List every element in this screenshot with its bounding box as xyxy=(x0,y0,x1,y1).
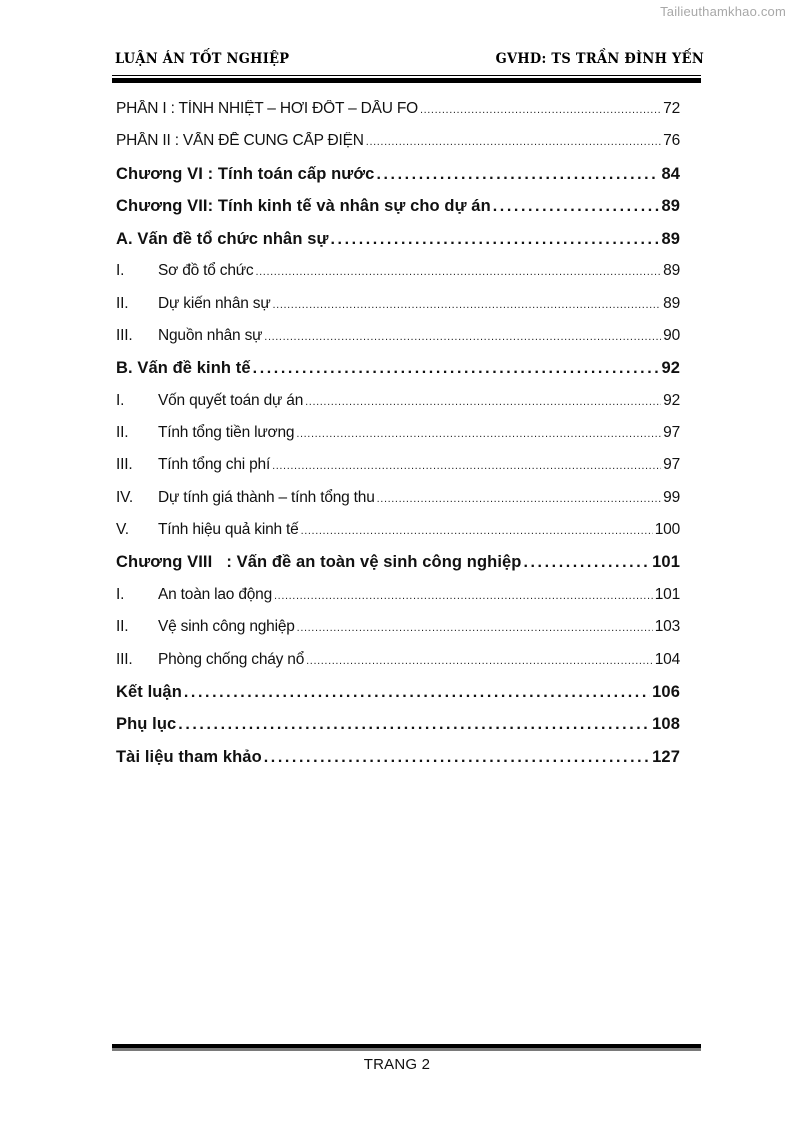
toc-entry-number: IV. xyxy=(116,488,133,506)
header-rule xyxy=(112,75,701,83)
toc-entry-label: Tài liệu tham khảo xyxy=(116,748,262,767)
watermark: Tailieuthamkhao.com xyxy=(660,4,786,19)
toc-entry-page: 89 xyxy=(663,294,680,312)
toc-entry-label: Tính hiệu quả kinh tế xyxy=(158,521,299,539)
toc-entry[interactable] xyxy=(116,262,680,294)
header-thesis-title: LUẬN ÁN TỐT NGHIỆP xyxy=(115,51,290,68)
toc-entry-label: Vốn quyết toán dự án xyxy=(158,391,304,409)
toc-entry-page: 127 xyxy=(652,748,680,767)
toc-entry-label: Dự kiến nhân sự xyxy=(158,294,271,312)
toc-entry-label: A. Vấn đề tổ chức nhân sự xyxy=(116,229,329,248)
toc-entry-number: III. xyxy=(116,650,133,668)
dot-leader xyxy=(297,618,653,636)
toc-entry-page: 76 xyxy=(663,132,680,150)
toc-entry-number: II. xyxy=(116,618,129,636)
page-number-label: TRANG 2 xyxy=(363,1056,431,1073)
dot-leader xyxy=(376,165,659,184)
toc-entry[interactable] xyxy=(116,197,680,230)
toc-entry[interactable] xyxy=(116,456,680,488)
toc-entry[interactable] xyxy=(116,618,680,650)
toc-entry[interactable] xyxy=(116,521,680,553)
toc-entry[interactable] xyxy=(116,165,680,198)
toc-entry[interactable] xyxy=(116,489,680,521)
toc-entry-page: 92 xyxy=(663,391,680,409)
toc-entry[interactable] xyxy=(116,651,680,683)
toc-entry-page: 99 xyxy=(663,488,680,506)
header-rule-thick xyxy=(112,78,701,83)
toc-entry[interactable] xyxy=(116,327,680,359)
table-of-contents xyxy=(116,100,680,781)
dot-leader xyxy=(256,262,662,280)
toc-entry-page: 89 xyxy=(663,262,680,280)
toc-entry-number: I. xyxy=(116,391,125,409)
toc-entry[interactable] xyxy=(116,359,680,392)
dot-leader xyxy=(420,100,661,118)
toc-entry-label: PHẦN II : VẤN ĐỀ CUNG CẤP ĐIỆN xyxy=(116,132,364,150)
toc-entry[interactable] xyxy=(116,748,680,781)
dot-leader xyxy=(306,651,653,669)
toc-entry-page: 106 xyxy=(652,682,680,701)
toc-entry-page: 104 xyxy=(654,650,680,668)
toc-entry[interactable] xyxy=(116,132,680,164)
toc-entry-number: II. xyxy=(116,294,129,312)
dot-leader xyxy=(273,295,662,313)
dot-leader xyxy=(264,748,650,767)
toc-entry-label: Chương VI : Tính toán cấp nước xyxy=(116,164,375,183)
toc-entry-label: Dự tính giá thành – tính tổng thu xyxy=(158,488,375,506)
toc-entry-page: 72 xyxy=(663,100,680,117)
dot-leader xyxy=(264,327,661,345)
toc-entry-number: V. xyxy=(116,521,129,539)
dot-leader xyxy=(178,715,650,734)
toc-entry-number: III. xyxy=(116,456,133,474)
toc-entry-number: II. xyxy=(116,424,129,442)
toc-entry-page: 103 xyxy=(654,618,680,636)
toc-entry-page: 89 xyxy=(661,197,680,216)
dot-leader xyxy=(184,683,650,702)
toc-entry-page: 89 xyxy=(661,229,680,248)
footer-rule xyxy=(112,1044,701,1051)
toc-entry[interactable] xyxy=(116,100,680,132)
toc-entry[interactable] xyxy=(116,586,680,618)
toc-entry-page: 101 xyxy=(652,553,680,572)
toc-entry-page: 97 xyxy=(663,424,680,442)
toc-entry[interactable] xyxy=(116,295,680,327)
toc-entry-label: An toàn lao động xyxy=(158,585,273,603)
toc-entry-page: 84 xyxy=(661,164,680,183)
toc-entry-number: I. xyxy=(116,585,125,603)
toc-entry[interactable] xyxy=(116,230,680,263)
toc-entry[interactable] xyxy=(116,553,680,586)
dot-leader xyxy=(305,392,661,410)
dot-leader xyxy=(253,359,660,378)
dot-leader xyxy=(274,586,653,604)
toc-entry-label: PHẦN I : TÍNH NHIỆT – HƠI ĐỐT – DẦU FO xyxy=(116,100,418,117)
toc-entry[interactable] xyxy=(116,392,680,424)
dot-leader xyxy=(377,489,662,507)
toc-entry-page: 100 xyxy=(654,521,680,539)
toc-entry-label: B. Vấn đề kinh tế xyxy=(116,359,251,378)
toc-entry-page: 101 xyxy=(654,585,680,603)
toc-entry-page: 92 xyxy=(661,359,680,378)
toc-entry-label: Kết luận xyxy=(116,682,182,701)
dot-leader xyxy=(523,553,650,572)
toc-entry-label: Chương VII: Tính kinh tế và nhân sự cho dự án xyxy=(116,197,491,216)
toc-entry-number: III. xyxy=(116,326,133,344)
header-advisor: GVHD: TS TRẦN ĐÌNH YẾN xyxy=(495,51,704,68)
toc-entry-label: Vệ sinh công nghiệp xyxy=(158,618,295,636)
dot-leader xyxy=(272,456,661,474)
toc-entry[interactable] xyxy=(116,715,680,748)
toc-entry-label: Nguồn nhân sự xyxy=(158,326,263,344)
toc-entry-page: 108 xyxy=(652,715,680,734)
dot-leader xyxy=(301,521,653,539)
toc-entry[interactable] xyxy=(116,424,680,456)
toc-entry-page: 97 xyxy=(663,456,680,474)
toc-entry-label: Chương VIII : Vấn đề an toàn vệ sinh công nghiệp xyxy=(116,553,522,572)
dot-leader xyxy=(331,230,660,249)
dot-leader xyxy=(366,132,661,150)
dot-leader xyxy=(493,197,660,216)
toc-entry-label: Tính tổng chi phí xyxy=(158,456,271,474)
toc-entry-page: 90 xyxy=(663,326,680,344)
toc-entry-label: Tính tổng tiền lương xyxy=(158,424,295,442)
footer-rule-gray xyxy=(112,1048,701,1051)
toc-entry-label: Phụ lục xyxy=(116,715,177,734)
toc-entry[interactable] xyxy=(116,683,680,716)
toc-entry-number: I. xyxy=(116,262,125,280)
dot-leader xyxy=(296,424,661,442)
toc-entry-label: Sơ đồ tổ chức xyxy=(158,262,254,280)
toc-entry-label: Phòng chống cháy nổ xyxy=(158,650,305,668)
